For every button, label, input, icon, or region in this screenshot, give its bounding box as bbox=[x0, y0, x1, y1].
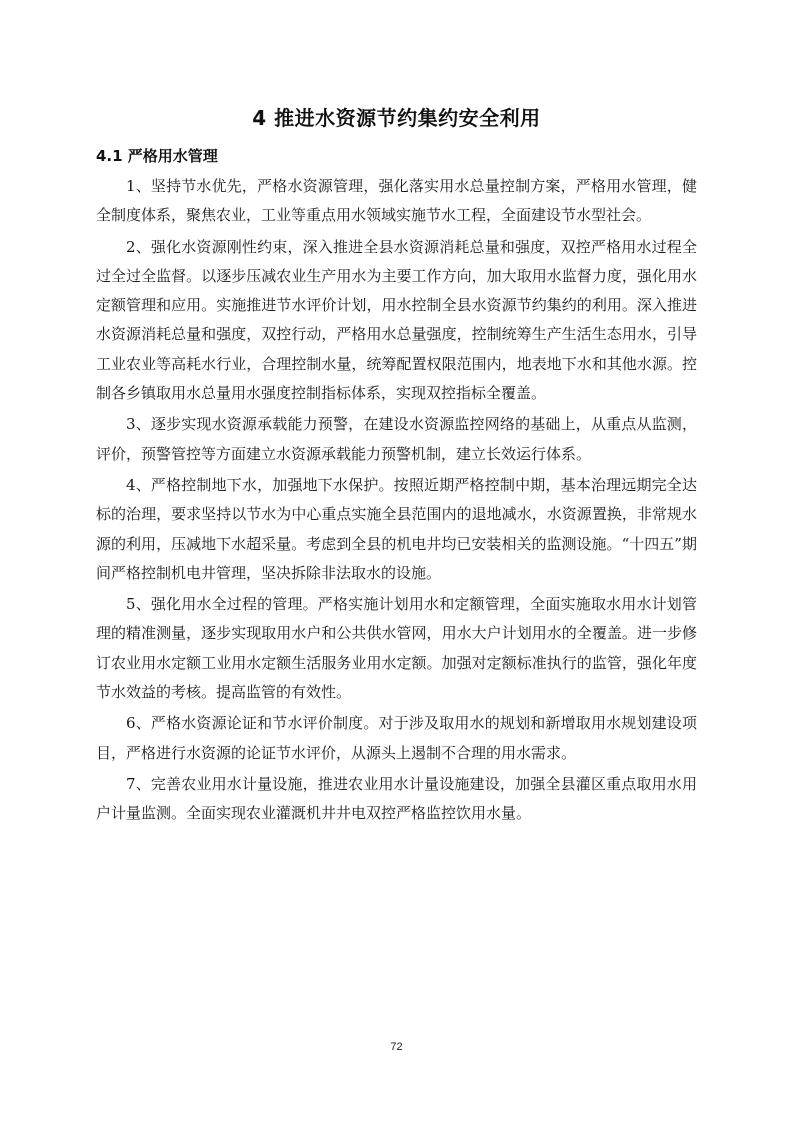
paragraph-6: 6、严格水资源论证和节水评价制度。对于涉及取用水的规划和新增取用水规划建设项目，严格进行水资源的论证节水评价，从源头上遏制不合理的用水需求。 bbox=[96, 714, 697, 762]
paragraph-5: 5、强化用水全过程的管理。严格实施计划用水和定额管理，全面实施取水用水计划管理的精准测量，逐步实现取用水户和公共供水管网，用水大户计划用水的全覆盖。进一步修订农业用水定额工业用水定额生活服务业用水定额。加强对定额标准执行的监管，强化年度节水效益的考核。提高监管的有效性。 bbox=[96, 595, 697, 702]
body-text bbox=[96, 172, 697, 831]
page-number: 72 bbox=[390, 1041, 403, 1053]
paragraph-4: 4、严格控制地下水，加强地下水保护。按照近期严格控制中期，基本治理远期完全达标的治理，要求坚持以节水为中心重点实施全县范围内的退地减水，水资源置换，非常规水源的利用，压减地下水超采量。考虑到全县的机电井均已安装相关的监测设施。“十四五”期间严格控制机电井管理，坚决拆除非法取水的设施。 bbox=[96, 475, 697, 582]
paragraph-7: 7、完善农业用水计量设施，推进农业用水计量设施建设，加强全县灌区重点取用水用户计量监测。全面实现农业灌溉机井井电双控严格监控饮用水量。 bbox=[96, 774, 697, 823]
paragraph-2: 2、强化水资源刚性约束，深入推进全县水资源消耗总量和强度，双控严格用水过程全过全过全监督。以逐步压减农业生产用水为主要工作方向，加大取用水监督力度，强化用水定额管理和应用。实施推进节水评价计划，用水控制全县水资源节约集约的利用。深入推进水资源消耗总量和强度，双控行动，严格用水总量强度，控制统筹生产生活生态用水，引导工业农业等高耗水行业，合理控制水量，统筹配置权限范围内，地表地下水和其他水源。控制各乡镇取用水总量用水强度控制指标体系，实现双控指标全覆盖。 bbox=[96, 237, 697, 403]
chapter-heading: 4 推进水资源节约集约安全利用 bbox=[252, 106, 541, 130]
section-heading: 4.1 严格用水管理 bbox=[96, 147, 218, 165]
paragraph-1: 1、坚持节水优先，严格水资源管理，强化落实用水总量控制方案，严格用水管理，健全制度体系，聚焦农业，工业等重点用水领域实施节水工程，全面建设节水型社会。 bbox=[96, 177, 697, 225]
paragraph-3: 3、逐步实现水资源承载能力预警，在建设水资源监控网络的基础上，从重点从监测，评价，预警管控等方面建立水资源承载能力预警机制，建立长效运行体系。 bbox=[96, 415, 697, 463]
